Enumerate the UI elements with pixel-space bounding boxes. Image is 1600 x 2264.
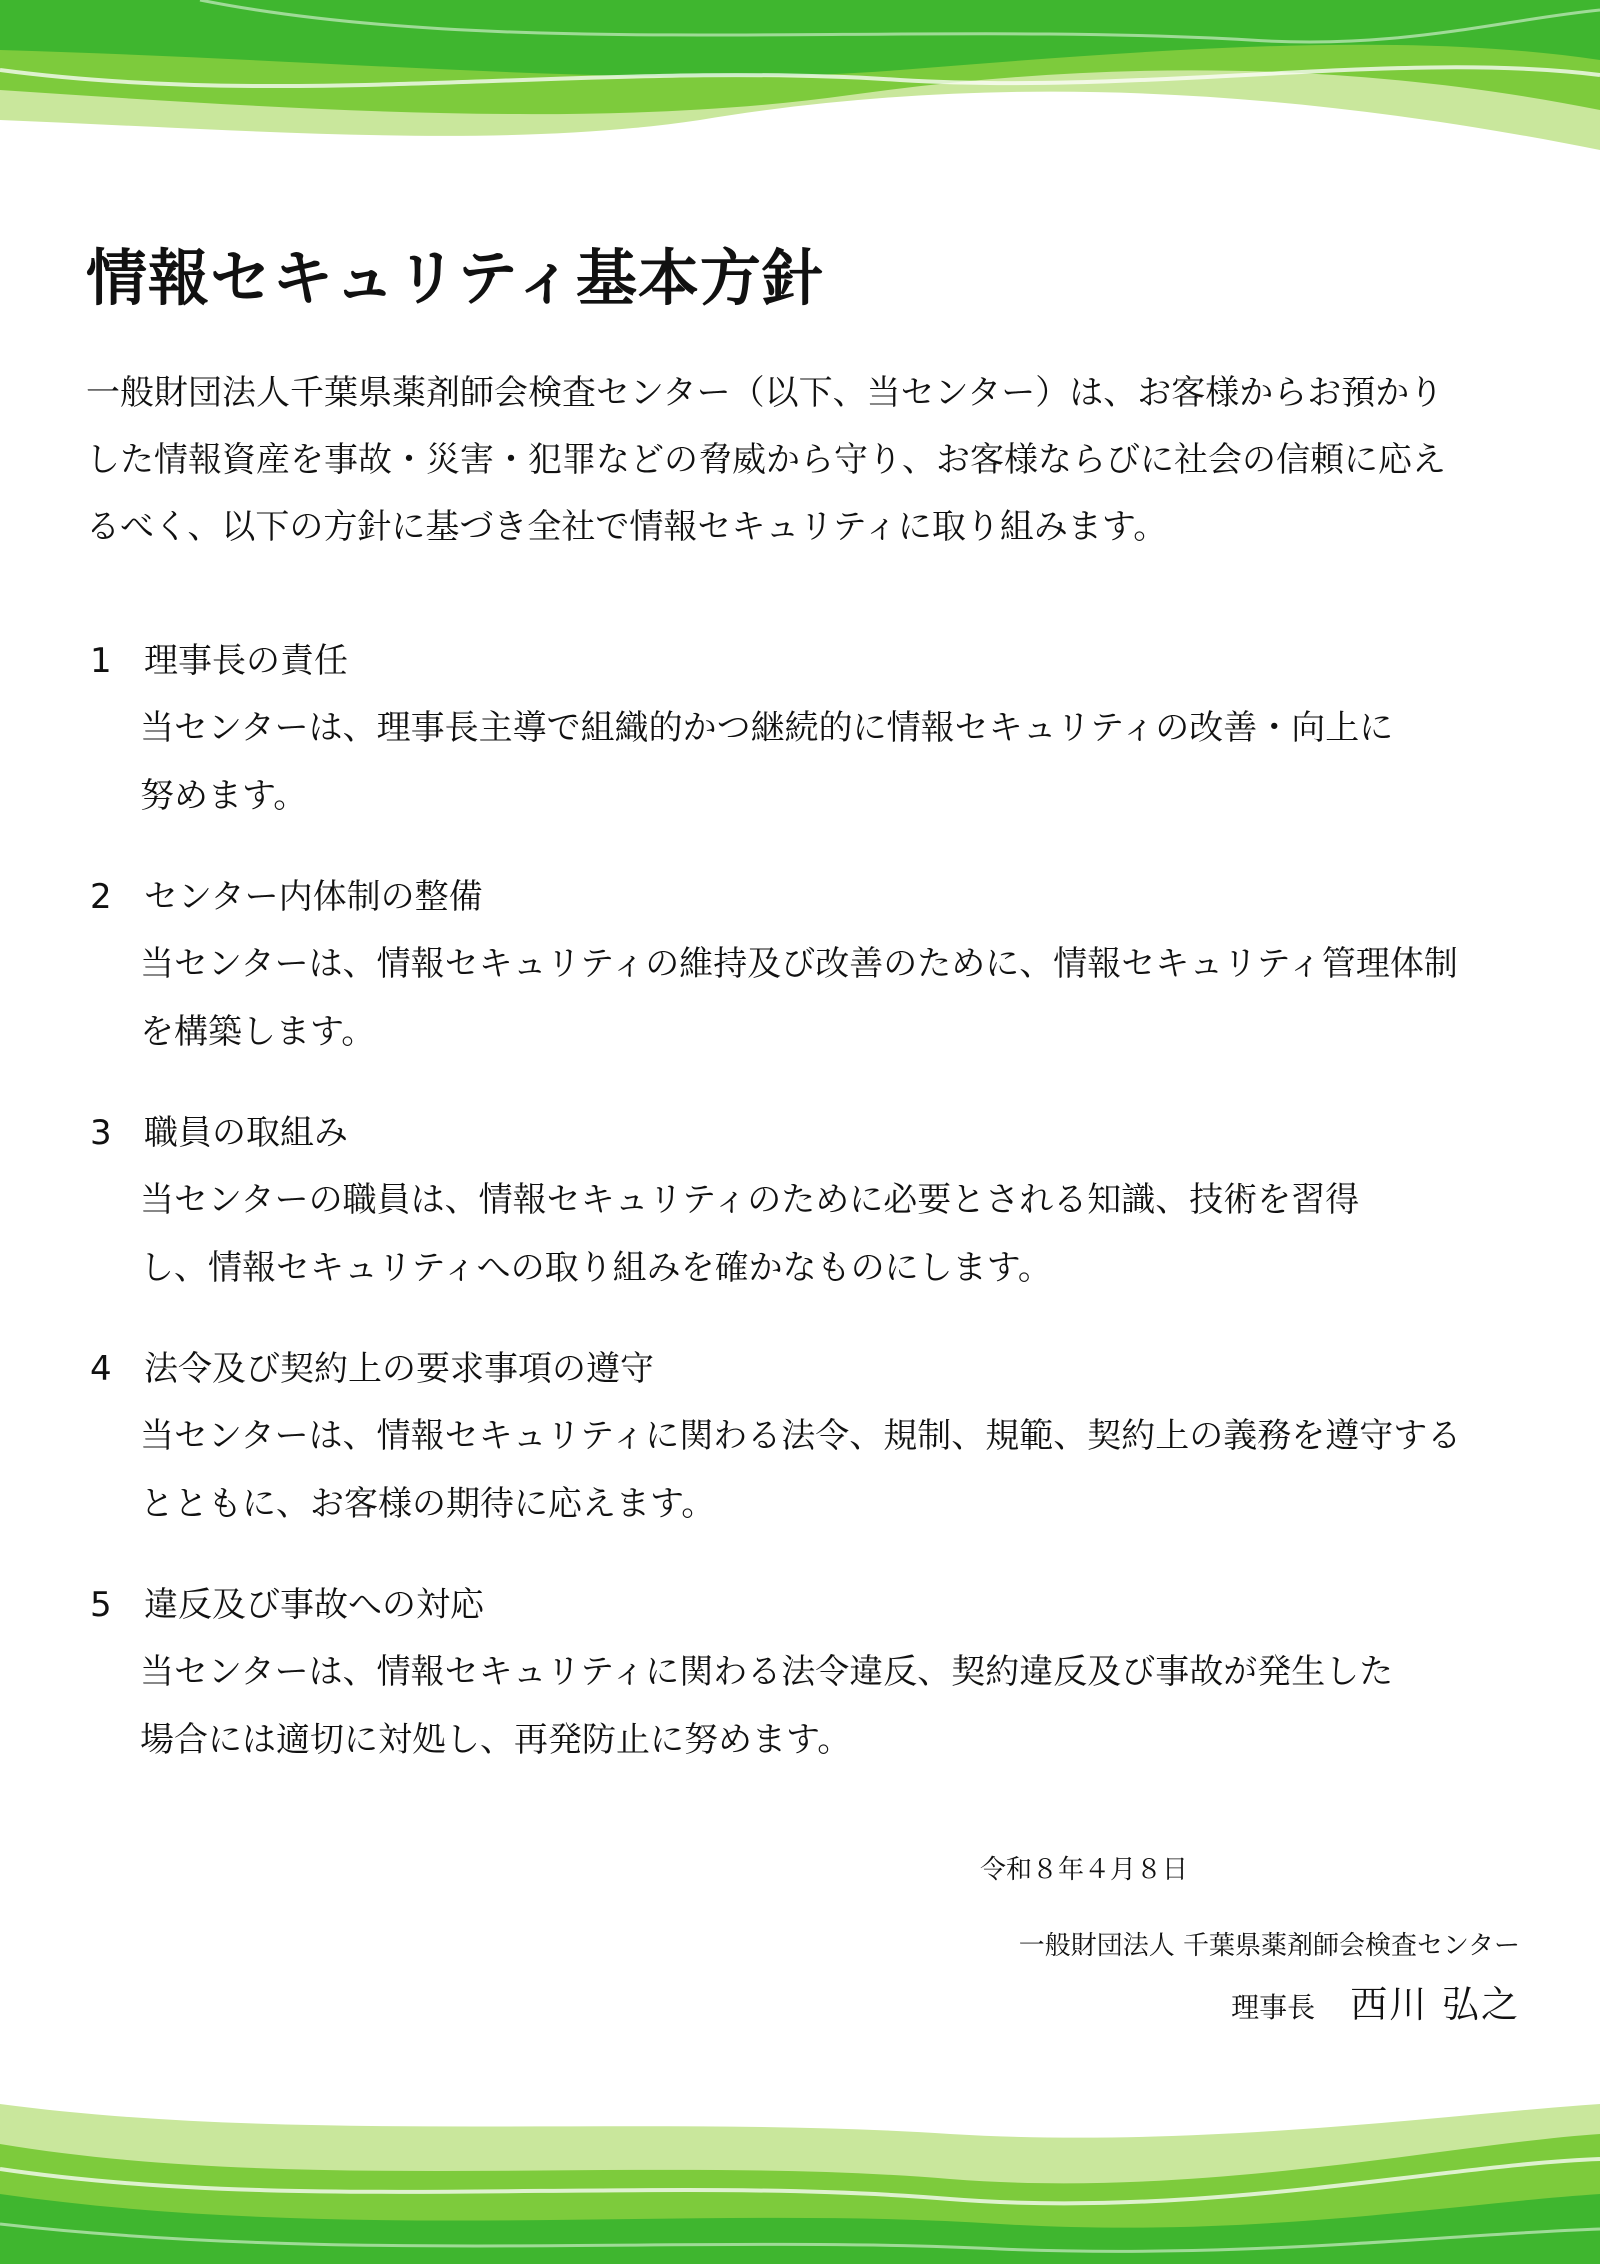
policy-item-line: 当センターは、情報セキュリティに関わる法令、規制、規範、契約上の義務を遵守する [140, 1416, 1462, 1456]
policy-item-line: とともに、お客様の期待に応えます。 [140, 1484, 716, 1524]
intro-line: 一般財団法人千葉県薬剤師会検査センター（以下、当センター）は、お客様からお預かり [86, 373, 1444, 413]
policy-item-body [140, 1402, 1526, 1538]
policy-item-line: し、情報セキュリティへの取り組みを確かなものにします。 [140, 1248, 1052, 1288]
policy-item-heading: 理事長の責任 [144, 641, 348, 681]
policy-item-header [86, 1576, 1526, 1634]
policy-item-heading: 違反及び事故への対応 [144, 1585, 484, 1625]
signature-organization: 一般財団法人 千葉県薬剤師会検査センター [1018, 1931, 1520, 1961]
policy-item-line: 努めます。 [140, 776, 308, 816]
intro-line: した情報資産を事故・災害・犯罪などの脅威から守り、お客様ならびに社会の信頼に応え [86, 440, 1446, 480]
policy-list [86, 632, 1526, 1812]
policy-item-body [140, 694, 1526, 830]
policy-item-body [140, 1166, 1526, 1302]
policy-item [86, 1104, 1526, 1302]
policy-item-header [86, 1104, 1526, 1162]
policy-item-number: 2 [90, 877, 112, 917]
policy-item-line: 場合には適切に対処し、再発防止に努めます。 [140, 1720, 852, 1760]
policy-item-line: を構築します。 [140, 1012, 376, 1052]
policy-item-line: 当センターの職員は、情報セキュリティのために必要とされる知識、技術を習得 [140, 1180, 1360, 1220]
policy-item-heading: 職員の取組み [144, 1113, 348, 1153]
intro-line: るべく、以下の方針に基づき全社で情報セキュリティに取り組みます。 [86, 507, 1168, 547]
page-title: 情報セキュリティ基本方針 [86, 243, 824, 314]
policy-item-line: 当センターは、理事長主導で組織的かつ継続的に情報セキュリティの改善・向上に [140, 708, 1394, 748]
intro-paragraph [86, 360, 1526, 561]
bottom-wave-decoration [0, 2084, 1600, 2264]
signature-date: 令和８年４月８日 [980, 1855, 1189, 1885]
policy-item [86, 1576, 1526, 1774]
policy-item [86, 868, 1526, 1066]
policy-item [86, 632, 1526, 830]
policy-item-body [140, 1638, 1526, 1774]
policy-item-header [86, 1340, 1526, 1398]
policy-item-heading: センター内体制の整備 [144, 877, 483, 917]
policy-item-line: 当センターは、情報セキュリティに関わる法令違反、契約違反及び事故が発生した [140, 1652, 1394, 1692]
policy-item-number: 5 [90, 1585, 112, 1625]
policy-item-body [140, 930, 1526, 1066]
signature-name: 西川 弘之 [1350, 1983, 1520, 2026]
top-wave-decoration [0, 0, 1600, 160]
signature-name-row [980, 1974, 1520, 2028]
signature-block [980, 1850, 1520, 2028]
signature-role: 理事長 [1231, 1991, 1316, 2024]
policy-item-number: 3 [90, 1113, 112, 1153]
policy-item-number: 1 [90, 641, 112, 681]
policy-item-header [86, 632, 1526, 690]
policy-item [86, 1340, 1526, 1538]
policy-item-heading: 法令及び契約上の要求事項の遵守 [144, 1349, 654, 1389]
policy-item-line: 当センターは、情報セキュリティの維持及び改善のために、情報セキュリティ管理体制 [140, 944, 1458, 984]
policy-item-number: 4 [90, 1349, 112, 1389]
policy-item-header [86, 868, 1526, 926]
